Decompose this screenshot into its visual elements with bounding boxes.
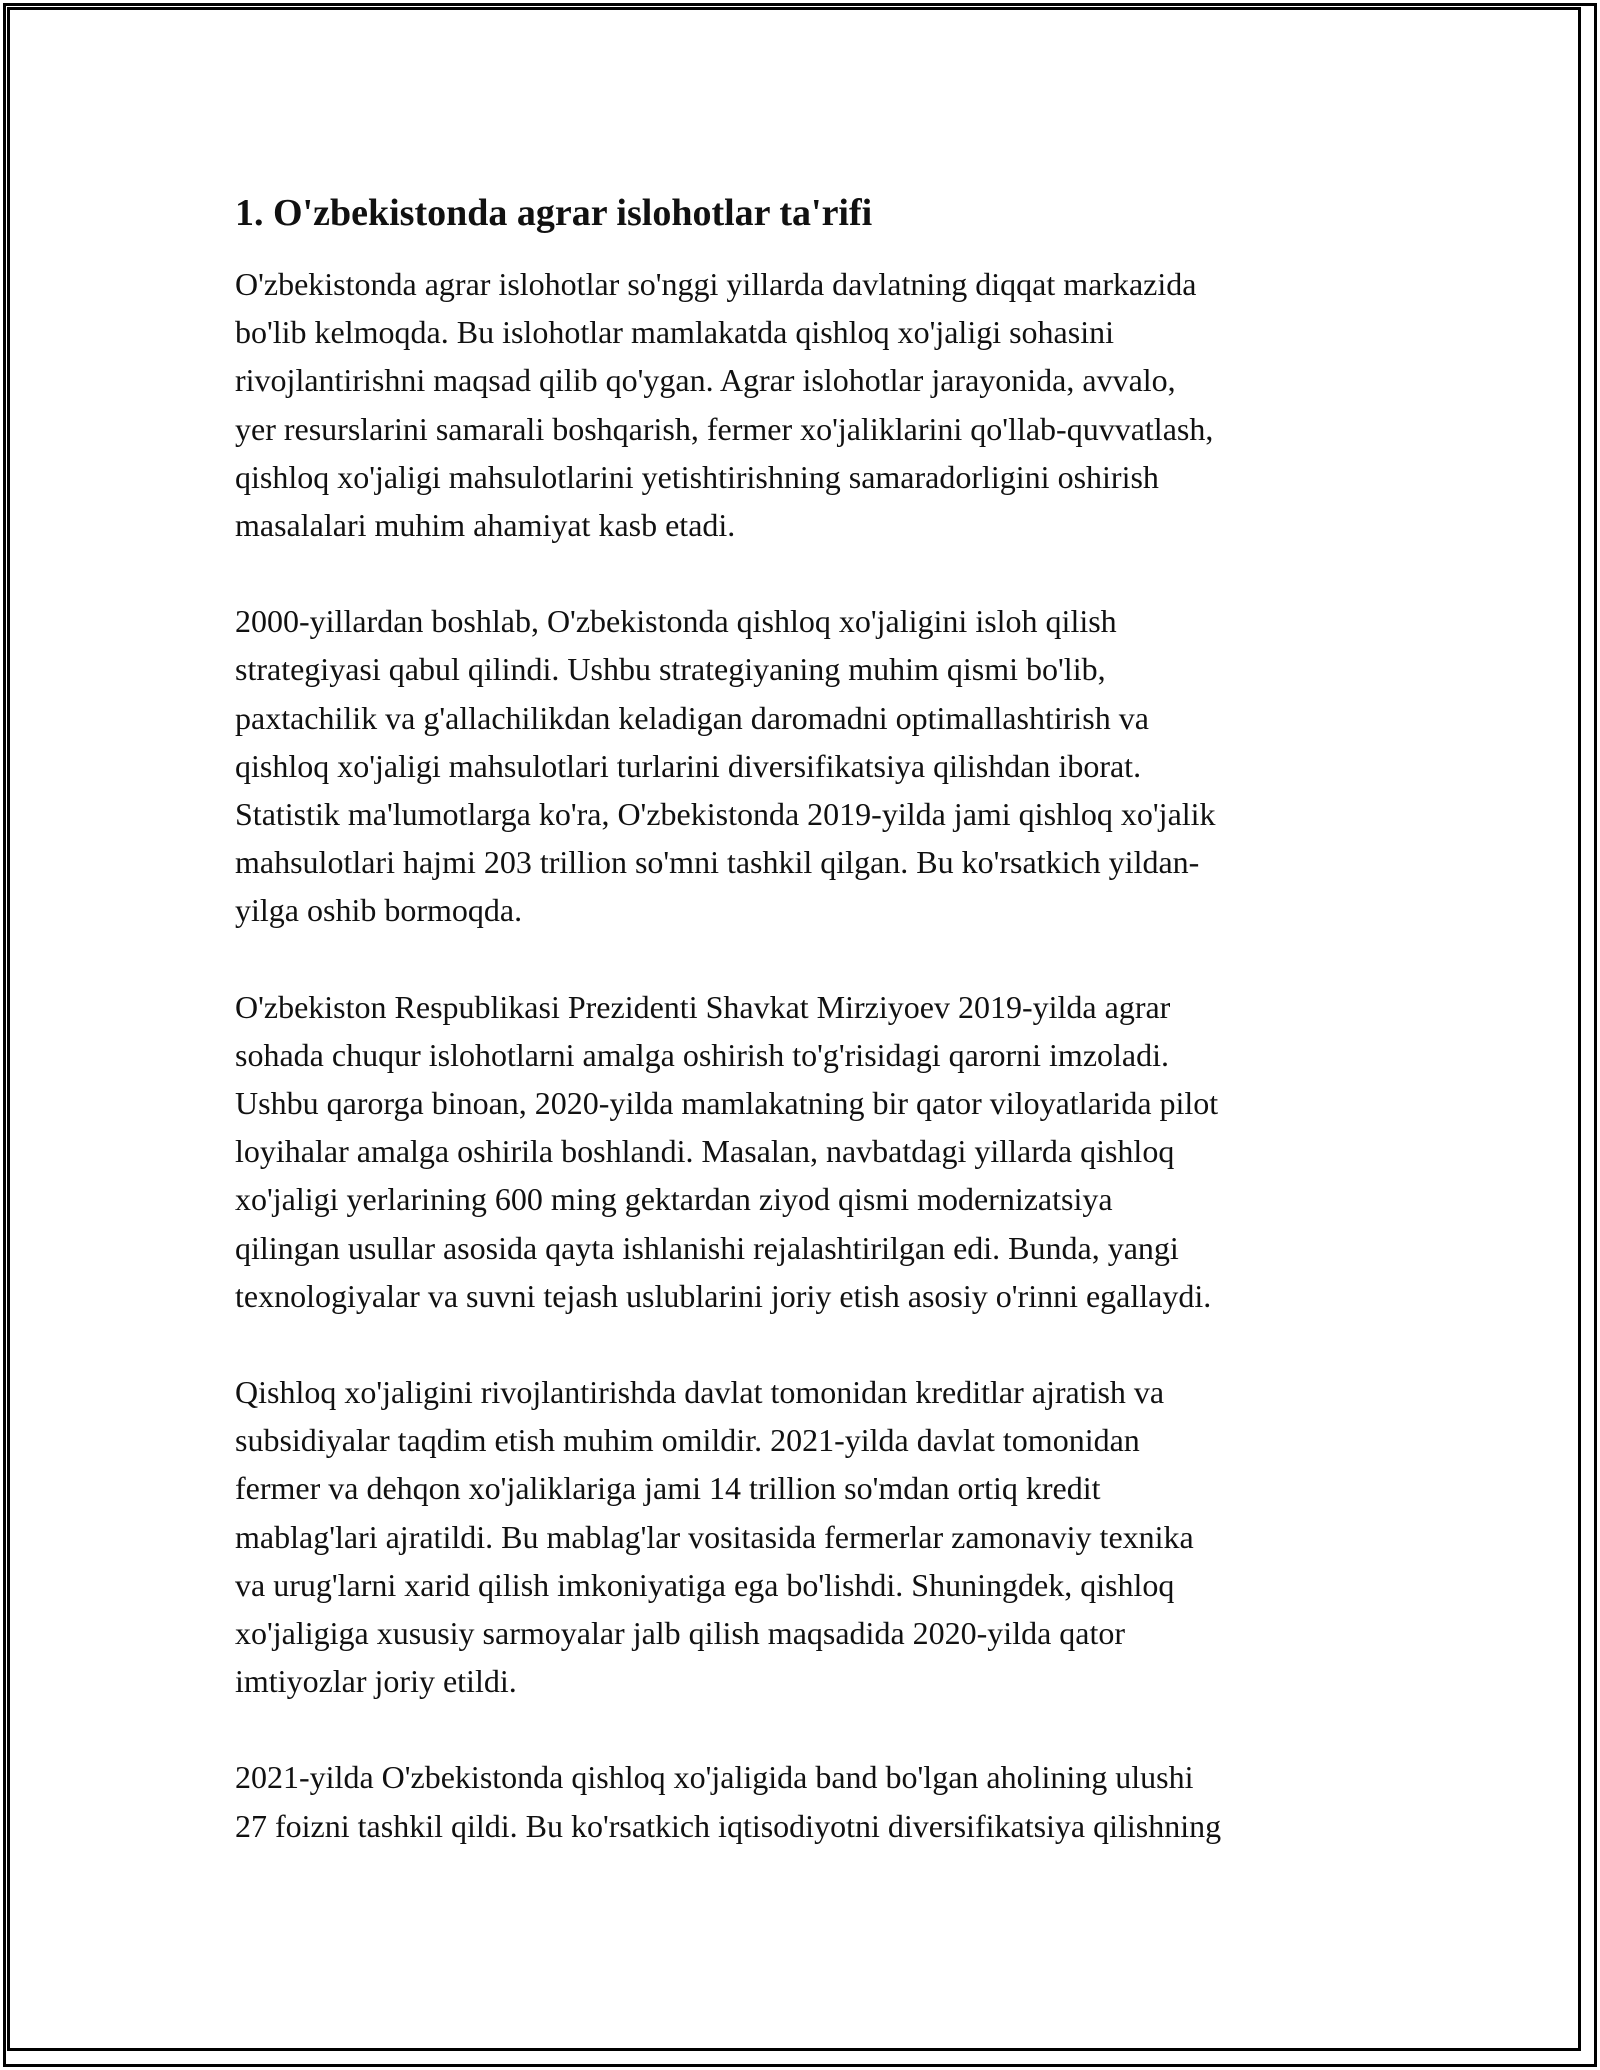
text-line: fermer va dehqon xo'jaliklariga jami 14 trillion so'mdan ortiq kredit [235, 1470, 1101, 1507]
text-line: texnologiyalar va suvni tejash uslublarini joriy etish asosiy o'rinni egallaydi. [235, 1277, 1212, 1314]
text-line: yilga oshib bormoqda. [235, 892, 523, 929]
text-line: bo'lib kelmoqda. Bu islohotlar mamlakatda qishloq xo'jaligi sohasini [235, 314, 1114, 351]
text-line: 27 foizni tashkil qildi. Bu ko'rsatkich iqtisodiyotni diversifikatsiya qilishning [235, 1807, 1222, 1844]
text-line: sohada chuqur islohotlarni amalga oshirish to'g'risidagi qarorni imzoladi. [235, 1036, 1169, 1073]
paragraph-1 [235, 260, 1385, 549]
text-line: xo'jaligiga xususiy sarmoyalar jalb qilish maqsadida 2020-yilda qator [235, 1615, 1126, 1652]
text-line: Statistik ma'lumotlarga ko'ra, O'zbekistonda 2019-yilda jami qishloq xo'jalik [235, 796, 1216, 833]
paragraph-4 [235, 1368, 1385, 1705]
text-line: masalalari muhim ahamiyat kasb etadi. [235, 507, 736, 544]
text-line: O'zbekistonda agrar islohotlar so'nggi yillarda davlatning diqqat markazida [235, 266, 1197, 302]
paragraph-2 [235, 597, 1385, 934]
text-line: 2021-yilda O'zbekistonda qishloq xo'jaligida band bo'lgan aholining ulushi [235, 1759, 1194, 1796]
paragraph-5 [235, 1753, 1385, 1849]
text-line: Qishloq xo'jaligini rivojlantirishda davlat tomonidan kreditlar ajratish va [235, 1374, 1165, 1411]
text-line: strategiyasi qabul qilindi. Ushbu strategiyaning muhim qismi bo'lib, [235, 651, 1106, 688]
section-heading: 1. O'zbekistonda agrar islohotlar ta'rifi [235, 192, 873, 234]
text-line: qilingan usullar asosida qayta ishlanishi rejalashtirilgan edi. Bunda, yangi [235, 1229, 1179, 1266]
text-line: qishloq xo'jaligi mahsulotlarini yetishtirishning samaradorligini oshirish [235, 458, 1159, 495]
text-line: va urug'larni xarid qilish imkoniyatiga ega bo'lishdi. Shuningdek, qishloq [235, 1566, 1175, 1603]
text-line: mahsulotlari hajmi 203 trillion so'mni tashkil qilgan. Bu ko'rsatkich yildan- [235, 844, 1200, 881]
text-line: subsidiyalar taqdim etish muhim omildir. 2021-yilda davlat tomonidan [235, 1422, 1140, 1459]
text-line: 2000-yillardan boshlab, O'zbekistonda qishloq xo'jaligini isloh qilish [235, 603, 1117, 640]
text-line: qishloq xo'jaligi mahsulotlari turlarini diversifikatsiya qilishdan iborat. [235, 747, 1142, 784]
text-line: imtiyozlar joriy etildi. [235, 1663, 517, 1700]
text-line: mablag'lari ajratildi. Bu mablag'lar vositasida fermerlar zamonaviy texnika [235, 1518, 1194, 1555]
text-line: rivojlantirishni maqsad qilib qo'ygan. Agrar islohotlar jarayonida, avvalo, [235, 362, 1176, 399]
text-line: paxtachilik va g'allachilikdan keladigan daromadni optimallashtirish va [235, 699, 1149, 736]
text-line: yer resurslarini samarali boshqarish, fermer xo'jaliklarini qo'llab-quvvatlash, [235, 410, 1214, 447]
text-line: xo'jaligi yerlarining 600 ming gektardan ziyod qismi modernizatsiya [235, 1181, 1113, 1218]
text-line: loyihalar amalga oshirila boshlandi. Masalan, navbatdagi yillarda qishloq [235, 1133, 1175, 1170]
document-body [235, 188, 1385, 1898]
text-line: Ushbu qarorga binoan, 2020-yilda mamlakatning bir qator viloyatlarida pilot [235, 1085, 1219, 1122]
text-line: O'zbekiston Respublikasi Prezidenti Shavkat Mirziyoev 2019-yilda agrar [235, 988, 1171, 1025]
paragraph-3 [235, 983, 1385, 1320]
